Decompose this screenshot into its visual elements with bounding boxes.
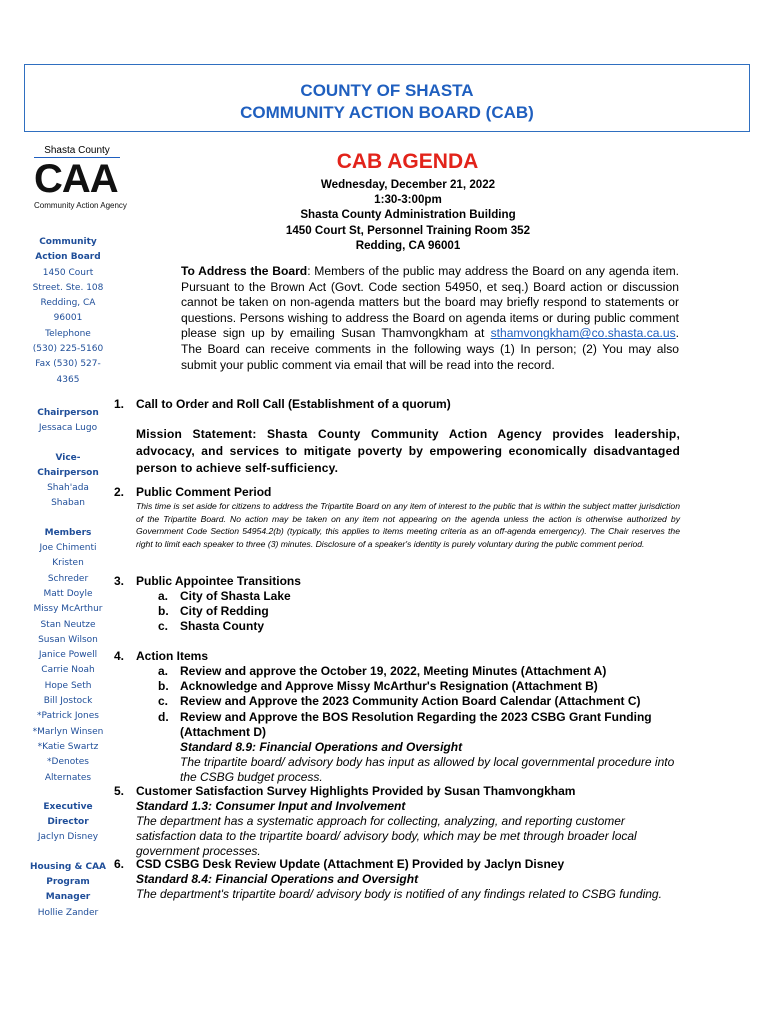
- logo-letters: CAA: [34, 157, 118, 201]
- item-title: Public Appointee Transitions: [136, 574, 301, 588]
- sidebar-fax: Fax (530) 527-: [35, 359, 101, 370]
- standard-description: The department has a systematic approach for collecting, analyzing, and reporting customer satisfaction data to the tripartite board/ advisory body, which may be met through broader local government processes.: [136, 814, 637, 858]
- item-title: Call to Order and Roll Call (Establishment of a quorum): [136, 397, 451, 411]
- email-link[interactable]: sthamvongkham@co.shasta.ca.us: [490, 326, 676, 341]
- sidebar-housing-label-3: Manager: [45, 892, 91, 903]
- item-title: Action Items: [136, 649, 209, 663]
- caa-logo: [34, 145, 134, 209]
- logo-county-text: Shasta County: [34, 145, 120, 158]
- item-number: 6.: [114, 857, 125, 871]
- standard-label: Standard 8.4: Financial Operations and Oversight: [136, 872, 419, 886]
- sidebar-member: *Denotes: [47, 757, 89, 768]
- sub-item: b. City of Redding: [158, 604, 269, 619]
- meeting-info: [248, 177, 568, 253]
- item-title: Public Comment Period: [136, 485, 272, 499]
- item-number: 3.: [114, 574, 125, 588]
- sidebar-vice-name: Shah'ada: [47, 483, 89, 494]
- sidebar-vice-label: Vice-: [55, 452, 81, 463]
- sidebar-telephone-label: Telephone: [45, 328, 91, 339]
- sidebar-address-line: 96001: [53, 313, 83, 324]
- sidebar-fax-2: 4365: [56, 374, 80, 385]
- intro-lead: To Address the Board: [181, 264, 308, 278]
- standard-description: The tripartite board/ advisory body has input as allowed by local governmental procedure into the CSBG budget process.: [180, 755, 675, 785]
- sub-item: c. Shasta County: [158, 619, 265, 634]
- agenda-title: CAB AGENDA: [336, 150, 479, 173]
- sidebar-vice-label-2: Chairperson: [37, 467, 99, 478]
- sidebar-member: *Katie Swartz: [37, 741, 99, 752]
- mission-statement: Mission Statement: Shasta County Community Action Agency provides leadership, advocacy, and services to mitigate poverty by empowering economically disadvantaged person to achieve self-sufficiency.: [136, 427, 680, 475]
- sidebar-telephone: (530) 225-5160: [32, 344, 104, 355]
- sub-item: a. City of Shasta Lake: [158, 589, 291, 603]
- sidebar-members-list: [26, 541, 110, 786]
- standard-label: Standard 1.3: Consumer Input and Involvement: [136, 799, 406, 813]
- sidebar-member: Matt Doyle: [43, 588, 93, 599]
- sidebar-vice-name-2: Shaban: [51, 498, 85, 509]
- sidebar-member: Kristen: [52, 558, 84, 569]
- sidebar-exec-label-2: Director: [47, 817, 89, 828]
- sidebar-address-line: 1450 Court: [42, 267, 94, 278]
- header-board: COMMUNITY ACTION BOARD (CAB): [240, 103, 534, 122]
- item-number: 5.: [114, 784, 125, 798]
- sidebar-address-line: Street. Ste. 108: [32, 282, 104, 293]
- intro-paragraph: [181, 264, 679, 373]
- sidebar-exec-label: Executive: [43, 801, 93, 812]
- sidebar-exec-name: Jaclyn Disney: [37, 832, 99, 843]
- sidebar-housing-name: Hollie Zander: [37, 907, 99, 918]
- sub-item: c. Review and Approve the 2023 Community Action Board Calendar (Attachment C): [158, 694, 641, 709]
- header-county: COUNTY OF SHASTA: [300, 81, 474, 100]
- intro-text: : Members of the public may address the Board on any agenda item. Pursuant to the Brown Act (Govt. Code section 54950, et seq.) Board action or discussion cannot be taken on non-agenda matters but the board may briefly respond to statements or questions. Persons wishing to address the Board on agenda items or during public comment please sign up by emailing Susan Thamvongkham at: [181, 264, 680, 341]
- header-box: [24, 64, 750, 132]
- item-number: 1.: [114, 397, 125, 411]
- sub-item: d. Review and Approve the BOS Resolution Regarding the 2023 CSBG Grant Funding (Attachment D): [158, 709, 652, 739]
- meeting-time: 1:30-3:00pm: [374, 193, 442, 207]
- sidebar-member: *Patrick Jones: [37, 711, 99, 722]
- item-number: 2.: [114, 485, 125, 499]
- sidebar-members-label: Members: [44, 527, 92, 538]
- item-number: 4.: [114, 649, 125, 663]
- sidebar-member: Susan Wilson: [38, 634, 98, 645]
- sub-item: b. Acknowledge and Approve Missy McArthur's Resignation (Attachment B): [158, 679, 598, 694]
- sidebar-address-line: Redding, CA: [40, 298, 96, 309]
- item-title: Customer Satisfaction Survey Highlights Provided by Susan Thamvongkham: [136, 784, 576, 798]
- sidebar-chair-name: Jessaca Lugo: [38, 423, 98, 434]
- sidebar-member: Hope Seth: [44, 680, 92, 691]
- sidebar-member: Schreder: [47, 573, 89, 584]
- sidebar-board-label-2: Action Board: [35, 252, 101, 263]
- standard-label: Standard 8.9: Financial Operations and Oversight: [180, 740, 463, 755]
- standard-description: The department's tripartite board/ advisory body is notified of any findings related to CSBG funding.: [136, 887, 662, 901]
- sub-item: a. Review and approve the October 19, 2022, Meeting Minutes (Attachment A): [158, 664, 607, 678]
- meeting-room: 1450 Court St, Personnel Training Room 352: [285, 223, 531, 237]
- sidebar-member: Joe Chimenti: [39, 543, 97, 554]
- sidebar-member: Alternates: [44, 772, 92, 783]
- intro-text-2: . The Board can receive comments in the following ways (1) In person; (2) You may also submit your public comment via email that will be read into the record.: [181, 326, 679, 372]
- sidebar-member: Bill Jostock: [43, 696, 93, 707]
- sidebar-member: Stan Neutze: [40, 619, 96, 630]
- sidebar-member: Missy McArthur: [33, 604, 103, 615]
- meeting-building: Shasta County Administration Building: [300, 208, 516, 222]
- sidebar-housing-label: Housing & CAA: [29, 861, 107, 872]
- sidebar-housing-label-2: Program: [46, 876, 90, 887]
- sidebar-member: *Marlyn Winsen: [32, 726, 104, 737]
- sidebar-chair-label: Chairperson: [37, 407, 99, 418]
- meeting-city: Redding, CA 96001: [355, 238, 461, 252]
- meeting-date: Wednesday, December 21, 2022: [320, 178, 496, 191]
- sidebar-member: Carrie Noah: [41, 665, 95, 676]
- sidebar-member: Janice Powell: [38, 650, 98, 661]
- item-title: CSD CSBG Desk Review Update (Attachment E) Provided by Jaclyn Disney: [136, 857, 565, 871]
- sidebar-board-label: Community: [39, 237, 97, 247]
- logo-agency-text: Community Action Agency: [34, 201, 127, 210]
- public-comment-text: This time is set aside for citizens to address the Tripartite Board on any item of interest to the public that is within the subject matter jurisdiction of the Tripartite Board. No action may be taken on any item not appearing on the agenda unless the action is otherwise authorized by Government Code Section 54954.2(b) (typically, this applies to items meeting criteria as an off-agenda emergency). The Chair reserves the right to limit each speaker to three (3) minutes. Disclosure of a speaker's identity is purely voluntary during the public comment period.: [136, 501, 680, 549]
- sidebar: [26, 235, 110, 921]
